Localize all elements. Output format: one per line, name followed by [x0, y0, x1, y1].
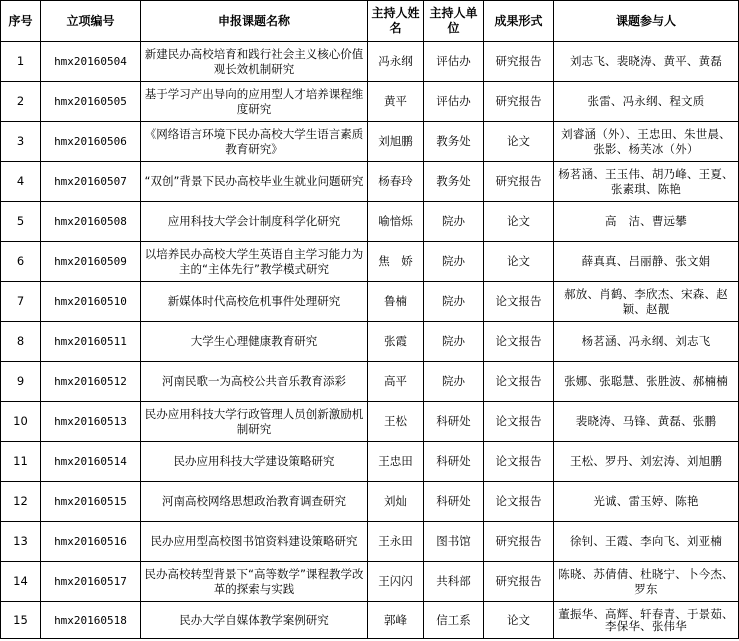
- cell-topic: 民办高校转型背景下“高等数学”课程教学改革的探索与实践: [141, 562, 368, 602]
- cell-seq: 6: [1, 242, 41, 282]
- cell-topic: 大学生心理健康教育研究: [141, 322, 368, 362]
- cell-members: 裴晓涛、马锋、黄磊、张鹏: [554, 402, 739, 442]
- table-row: [1, 202, 739, 242]
- table-row: [1, 562, 739, 602]
- header-seq: 序号: [1, 1, 41, 42]
- cell-members: 张娜、张聪慧、张胜波、郝楠楠: [554, 362, 739, 402]
- table-row: [1, 122, 739, 162]
- cell-leader: 喻愔烁: [368, 202, 424, 242]
- cell-topic: 基于学习产出导向的应用型人才培养课程维度研究: [141, 82, 368, 122]
- cell-form: 论文报告: [484, 482, 554, 522]
- table-row: [1, 362, 739, 402]
- cell-leader: 黄平: [368, 82, 424, 122]
- cell-leader: 高平: [368, 362, 424, 402]
- cell-members: 陈晓、苏倩倩、杜晓宁、卜今杰、罗东: [554, 562, 739, 602]
- cell-unit: 教务处: [424, 122, 484, 162]
- table-row: [1, 602, 739, 639]
- cell-unit: 信工系: [424, 602, 484, 639]
- cell-seq: 5: [1, 202, 41, 242]
- header-unit: 主持人单位: [424, 1, 484, 42]
- cell-members: 刘睿涵（外）、王忠田、朱世晨、张影、杨芙冰（外）: [554, 122, 739, 162]
- cell-form: 研究报告: [484, 562, 554, 602]
- cell-leader: 郭峰: [368, 602, 424, 639]
- cell-topic: 新媒体时代高校危机事件处理研究: [141, 282, 368, 322]
- cell-unit: 评估办: [424, 42, 484, 82]
- cell-seq: 2: [1, 82, 41, 122]
- cell-code: hmx20160518: [41, 602, 141, 639]
- cell-form: 论文报告: [484, 402, 554, 442]
- cell-form: 论文报告: [484, 362, 554, 402]
- cell-unit: 院办: [424, 322, 484, 362]
- cell-topic: 民办大学自媒体教学案例研究: [141, 602, 368, 639]
- cell-form: 论文报告: [484, 282, 554, 322]
- cell-code: hmx20160512: [41, 362, 141, 402]
- cell-members: 董振华、高辉、轩春青、于景茹、李保华、张伟华: [554, 602, 739, 639]
- cell-members: 杨茗涵、王玉伟、胡乃峰、王夏、张素琪、陈艳: [554, 162, 739, 202]
- cell-members: 张雷、冯永纲、程文质: [554, 82, 739, 122]
- table-row: [1, 522, 739, 562]
- cell-members: 王松、罗丹、刘宏涛、刘旭鹏: [554, 442, 739, 482]
- cell-topic: 《网络语言环境下民办高校大学生语言素质教育研究》: [141, 122, 368, 162]
- cell-seq: 8: [1, 322, 41, 362]
- cell-topic: 民办应用型高校图书馆资料建设策略研究: [141, 522, 368, 562]
- table-row: [1, 242, 739, 282]
- table-row: [1, 282, 739, 322]
- cell-form: 研究报告: [484, 82, 554, 122]
- cell-leader: 王闪闪: [368, 562, 424, 602]
- cell-leader: 焦 娇: [368, 242, 424, 282]
- cell-form: 论文报告: [484, 322, 554, 362]
- cell-form: 研究报告: [484, 42, 554, 82]
- cell-topic: 河南高校网络思想政治教育调查研究: [141, 482, 368, 522]
- cell-form: 研究报告: [484, 522, 554, 562]
- cell-code: hmx20160509: [41, 242, 141, 282]
- header-code: 立项编号: [41, 1, 141, 42]
- cell-members: 杨茗涵、冯永纲、刘志飞: [554, 322, 739, 362]
- cell-form: 论文: [484, 202, 554, 242]
- cell-leader: 张霞: [368, 322, 424, 362]
- cell-seq: 14: [1, 562, 41, 602]
- cell-unit: 院办: [424, 202, 484, 242]
- cell-form: 论文: [484, 242, 554, 282]
- cell-seq: 11: [1, 442, 41, 482]
- cell-unit: 共科部: [424, 562, 484, 602]
- cell-code: hmx20160504: [41, 42, 141, 82]
- cell-members: 徐钊、王霞、李向飞、刘亚楠: [554, 522, 739, 562]
- cell-code: hmx20160514: [41, 442, 141, 482]
- cell-unit: 科研处: [424, 402, 484, 442]
- table-row: [1, 442, 739, 482]
- cell-code: hmx20160516: [41, 522, 141, 562]
- cell-code: hmx20160517: [41, 562, 141, 602]
- cell-seq: 4: [1, 162, 41, 202]
- cell-unit: 院办: [424, 362, 484, 402]
- cell-form: 论文: [484, 602, 554, 639]
- cell-leader: 王松: [368, 402, 424, 442]
- cell-members: 光诚、雷玉婷、陈艳: [554, 482, 739, 522]
- cell-leader: 鲁楠: [368, 282, 424, 322]
- cell-members: 郝放、肖鹤、李欣杰、宋森、赵颖、赵靓: [554, 282, 739, 322]
- cell-topic: “双创”背景下民办高校毕业生就业问题研究: [141, 162, 368, 202]
- cell-unit: 教务处: [424, 162, 484, 202]
- cell-unit: 评估办: [424, 82, 484, 122]
- cell-unit: 科研处: [424, 442, 484, 482]
- cell-leader: 王永田: [368, 522, 424, 562]
- cell-code: hmx20160513: [41, 402, 141, 442]
- cell-code: hmx20160508: [41, 202, 141, 242]
- cell-unit: 图书馆: [424, 522, 484, 562]
- cell-code: hmx20160506: [41, 122, 141, 162]
- cell-topic: 河南民歌一为高校公共音乐教育添彩: [141, 362, 368, 402]
- cell-topic: 以培养民办高校大学生英语自主学习能力为主的“主体先行”教学模式研究: [141, 242, 368, 282]
- cell-leader: 冯永纲: [368, 42, 424, 82]
- cell-leader: 王忠田: [368, 442, 424, 482]
- cell-leader: 杨春玲: [368, 162, 424, 202]
- cell-topic: 民办应用科技大学建设策略研究: [141, 442, 368, 482]
- cell-leader: 刘灿: [368, 482, 424, 522]
- cell-topic: 应用科技大学会计制度科学化研究: [141, 202, 368, 242]
- header-topic: 申报课题名称: [141, 1, 368, 42]
- cell-members: 刘志飞、裴晓涛、黄平、黄磊: [554, 42, 739, 82]
- cell-form: 研究报告: [484, 162, 554, 202]
- cell-code: hmx20160511: [41, 322, 141, 362]
- cell-leader: 刘旭鹏: [368, 122, 424, 162]
- cell-topic: 民办应用科技大学行政管理人员创新激励机制研究: [141, 402, 368, 442]
- table-row: [1, 322, 739, 362]
- cell-seq: 7: [1, 282, 41, 322]
- cell-seq: 9: [1, 362, 41, 402]
- table-row: [1, 402, 739, 442]
- cell-seq: 13: [1, 522, 41, 562]
- cell-seq: 3: [1, 122, 41, 162]
- cell-unit: 院办: [424, 242, 484, 282]
- table-row: [1, 482, 739, 522]
- cell-members: 高 洁、曹远攀: [554, 202, 739, 242]
- cell-code: hmx20160505: [41, 82, 141, 122]
- cell-form: 论文报告: [484, 442, 554, 482]
- cell-unit: 科研处: [424, 482, 484, 522]
- cell-members: 薛真真、吕丽静、张文娟: [554, 242, 739, 282]
- header-members: 课题参与人: [554, 1, 739, 42]
- cell-unit: 院办: [424, 282, 484, 322]
- cell-form: 论文: [484, 122, 554, 162]
- header-form: 成果形式: [484, 1, 554, 42]
- cell-seq: 12: [1, 482, 41, 522]
- cell-code: hmx20160507: [41, 162, 141, 202]
- table-row: [1, 82, 739, 122]
- header-leader: 主持人姓名: [368, 1, 424, 42]
- header-row: [1, 1, 739, 42]
- cell-code: hmx20160510: [41, 282, 141, 322]
- cell-code: hmx20160515: [41, 482, 141, 522]
- table-row: [1, 162, 739, 202]
- cell-seq: 15: [1, 602, 41, 639]
- cell-seq: 1: [1, 42, 41, 82]
- cell-topic: 新建民办高校培育和践行社会主义核心价值观长效机制研究: [141, 42, 368, 82]
- table-row: [1, 42, 739, 82]
- cell-seq: 10: [1, 402, 41, 442]
